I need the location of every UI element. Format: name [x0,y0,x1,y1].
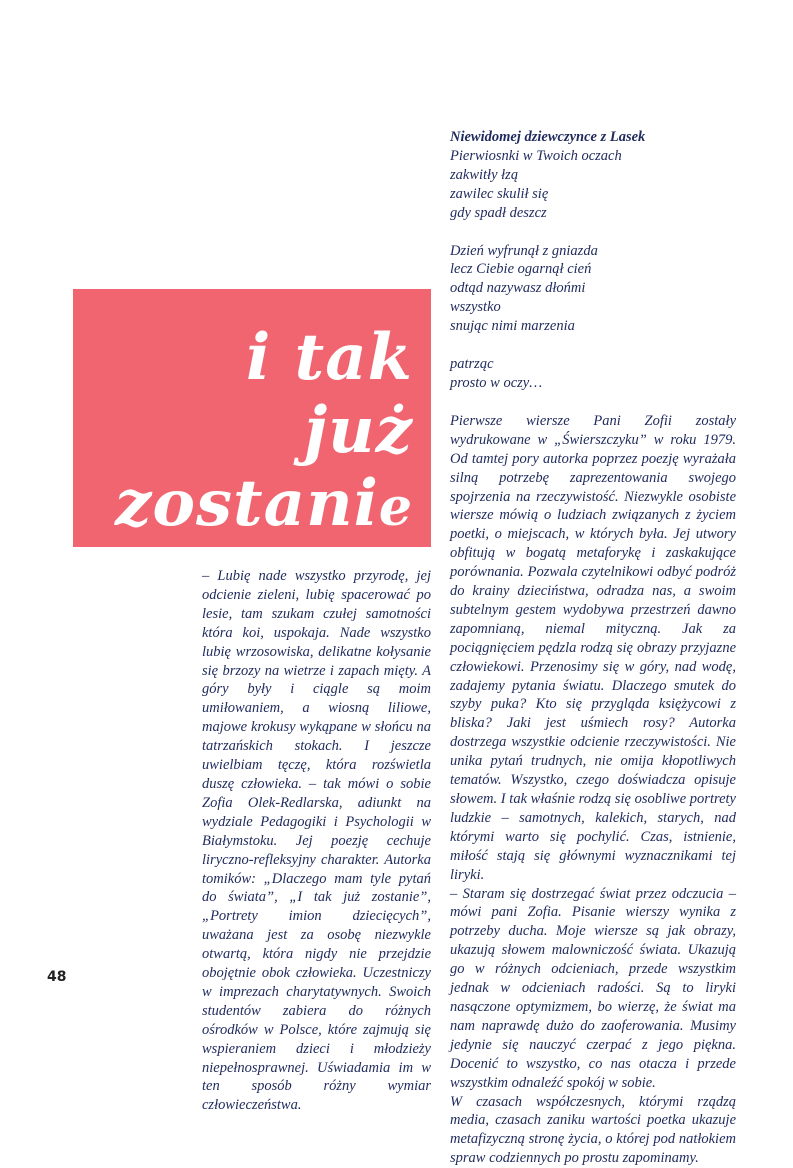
poem-line: prosto w oczy… [450,374,736,393]
article-paragraph: – Lubię nade wszystko przyrodę, jej odcienie zieleni, lubię spacerować po lesie, tam szukam czułej samotności która koi, uspokaja. Nade wszystko lubię wrzosowiska, delikatne kołysanie się brzozy na wietrze i zapach mięty. A góry były i ciągle są moim umiłowaniem, a wiosną liliowe, majowe krokusy wykąpane w słońcu na tatrzańskich stokach. I jeszcze uwielbiam tęczę, która rozświetla duszę człowieka. – tak mówi o sobie Zofia Olek-Redlarska, adiunkt na wydziale Pedagogiki i Psychologii w Białymstoku. Jej poezję cechuje liryczno-refleksyjny charakter. Autorka tomików: „Dlaczego mam tyle pytań do świata”, „I tak już zostanie”, „Portrety imion dziecięcych”, uważana jest za osobę niezwykle otwartą, która nigdy nie przejdzie obojętnie obok człowieka. Uczestniczy w imprezach charytatywnych. Swoich studentów zabiera do różnych ośrodków w Polsce, które zajmują się wspieraniem dzieci i młodzieży niepełnosprawnej. Uświadamia im w ten sposób różny wymiar człowieczeństwa. [202,567,431,1115]
poem-line: gdy spadł deszcz [450,204,736,223]
poem-stanza-3 [450,355,736,393]
poem-line: snując nimi marzenia [450,317,736,336]
article-headline [115,321,413,544]
article-paragraph: W czasach współczesnych, którymi rządzą media, czasach zaniku wartości poetka ukazuje metafizyczną stronę życia, o której pod natłokiem spraw codziennych po prostu zapominamy. [450,1093,736,1168]
poem-line: lecz Ciebie ogarnął cień [450,260,736,279]
poem-line: zawilec skulił się [450,185,736,204]
headline-line-3 [115,467,413,544]
headline-line-2: już [115,394,413,467]
poem-stanza-1 [450,147,736,223]
left-column [202,567,431,1115]
article-paragraph: Pierwsze wiersze Pani Zofii zostały wydrukowane w „Świerszczyku” w roku 1979. Od tamtej pory autorka poprzez poezję wyrażała silną potrzebę zaprezentowania swojego spojrzenia na rzeczywistość. Niezwykle osobiste wiersze mówią o ludziach związanych z życiem poetki, o miejscach, w których była. Jej utwory obfitują w bogatą metaforykę i zaskakujące porównania. Pozwala czytelnikowi odbyć podróż do krainy dzieciństwa, odradza nas, a swoim subtelnym gestem wydobywa przestrzeń dawno zapomnianą, niemal mityczną. Jak za pociągnięciem pędzla rodzą się obrazy przyjazne człowiekowi. Przenosimy się w góry, nad wodę, zadajemy pytania światu. Dlaczego smutek do szyby puka? Kto się przygląda księżycowi z bliska? Jaki jest uśmiech rosy? Autorka dostrzega wszystkie odcienie rzeczywistości. Nie unika pytań trudnych, nie omija kłopotliwych tematów. Wszystko, czego doświadcza opisuje słowem. I tak właśnie rodzą się osobliwe portrety ludzkie – samotnych, kalekich, starych, nad którymi warto się pochylić. Czas, istnienie, miłość stają się głównymi wyznacznikami tej liryki. [450,412,736,885]
headline-line-3-main: zostani [115,466,379,541]
poem-line: patrząc [450,355,736,374]
poem-line: wszystko [450,298,736,317]
right-column [450,128,736,1168]
poem-stanza-2 [450,242,736,337]
poem-line: Pierwiosnki w Twoich oczach [450,147,736,166]
poem-line: Dzień wyfrunął z gniazda [450,242,736,261]
title-banner [73,289,431,547]
poem-line: odtąd nazywasz dłońmi [450,279,736,298]
page-number: 48 [47,969,66,985]
article-paragraph: – Staram się dostrzegać świat przez odczucia – mówi pani Zofia. Pisanie wierszy wynika z potrzeby ducha. Moje wiersze są jak obrazy, ukazują słowem malowniczość świata. Ukazują go w różnych odcieniach, przede wszystkim jednak w odcieniach radości. Są to liryki nasączone optymizmem, bo wierzę, że świat ma nam naprawdę dużo do zaoferowania. Musimy jedynie się nauczyć czerpać z jego piękna. Docenić to wszystko, co nas otacza i przede wszystkim odnaleźć spokój w sobie. [450,885,736,1093]
headline-line-1: i tak [115,321,413,394]
poem-line: zakwitły łzą [450,166,736,185]
headline-line-3-last: e [379,477,413,538]
poem-title: Niewidomej dziewczynce z Lasek [450,128,736,147]
